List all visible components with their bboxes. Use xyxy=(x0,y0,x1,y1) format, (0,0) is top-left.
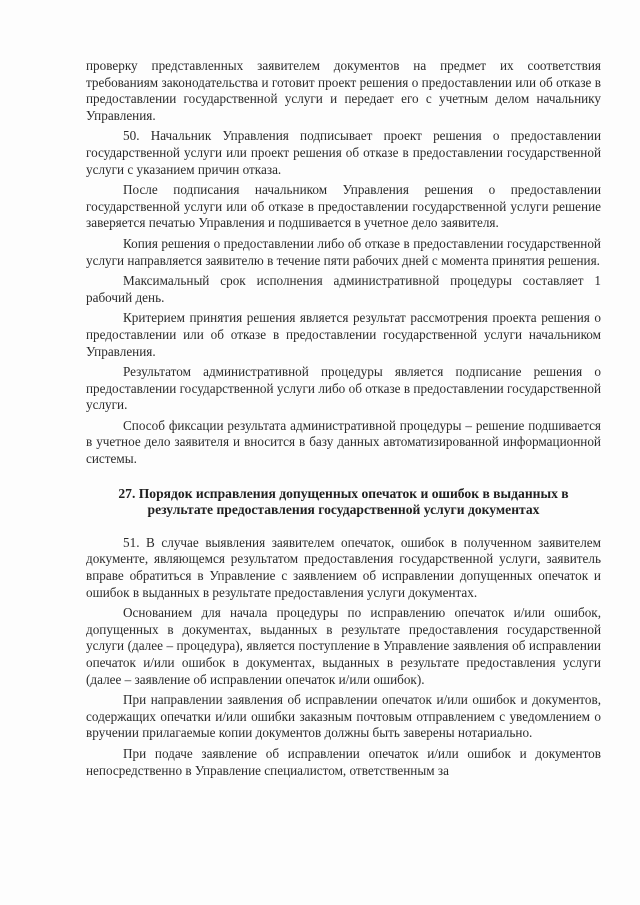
paragraph: При направлении заявления об исправлении опечаток и/или ошибок и документов, содержащих опечатки и/или ошибки заказным почтовым отправлением с уведомлением о вручении прилагаемые копии документов должны быть заверены нотариально. xyxy=(86,692,601,741)
paragraph: 50. Начальник Управления подписывает проект решения о предоставлении государственной услуги или проект решения об отказе в предоставлении государственной услуги с указанием причин отказа. xyxy=(86,128,601,177)
paragraph: Результатом административной процедуры является подписание решения о предоставлении государственной услуги либо об отказе в предоставлении государственной услуги. xyxy=(86,364,601,413)
paragraph: 51. В случае выявления заявителем опечаток, ошибок в полученном заявителем документе, являющемся результатом предоставления государственной услуги, заявитель вправе обратиться в Управление с заявлением об исправлении допущенных опечаток и ошибок в выданных в результате предоставления услуги документах. xyxy=(86,534,601,600)
paragraph: При подаче заявление об исправлении опечаток и/или ошибок и документов непосредственно в Управление специалистом, ответственным за xyxy=(86,745,601,778)
paragraph: проверку представленных заявителем документов на предмет их соответствия требованиям законодательства и готовит проект решения о предоставлении или об отказе в предоставлении государственной услуги и передает его с учетным делом начальнику Управления. xyxy=(86,58,601,123)
paragraph: Максимальный срок исполнения административной процедуры составляет 1 рабочий день. xyxy=(86,273,601,305)
paragraph: Копия решения о предоставлении либо об отказе в предоставлении государственной услуги направляется заявителю в течение пяти рабочих дней с момента принятия решения. xyxy=(86,235,601,268)
section-heading: 27. Порядок исправления допущенных опечаток и ошибок в выданных в результате предоставления государственной услуги документах xyxy=(118,485,569,518)
paragraph: Способ фиксации результата административной процедуры – решение подшивается в учетное дело заявителя и вносится в базу данных автоматизированной информационной системы. xyxy=(86,417,601,467)
paragraph: Критерием принятия решения является результат рассмотрения проекта решения о предоставлении или об отказе в предоставлении государственной услуги начальником Управления. xyxy=(86,310,601,359)
paragraph: После подписания начальником Управления решения о предоставлении государственной услуги или об отказе в предоставлении государственной услуги решение заверяется печатью Управления и подшивается в учетное дело заявителя. xyxy=(86,182,601,231)
document-body xyxy=(86,58,601,783)
paragraph: Основанием для начала процедуры по исправлению опечаток и/или ошибок, допущенных в документах, выданных в результате предоставления государственной услуги (далее – процедура), является поступление в Управление заявления об исправлении опечаток и/или ошибок в документах, выданных в результате предоставления услуги (далее – заявление об исправлении опечаток и/или ошибок). xyxy=(86,605,601,687)
